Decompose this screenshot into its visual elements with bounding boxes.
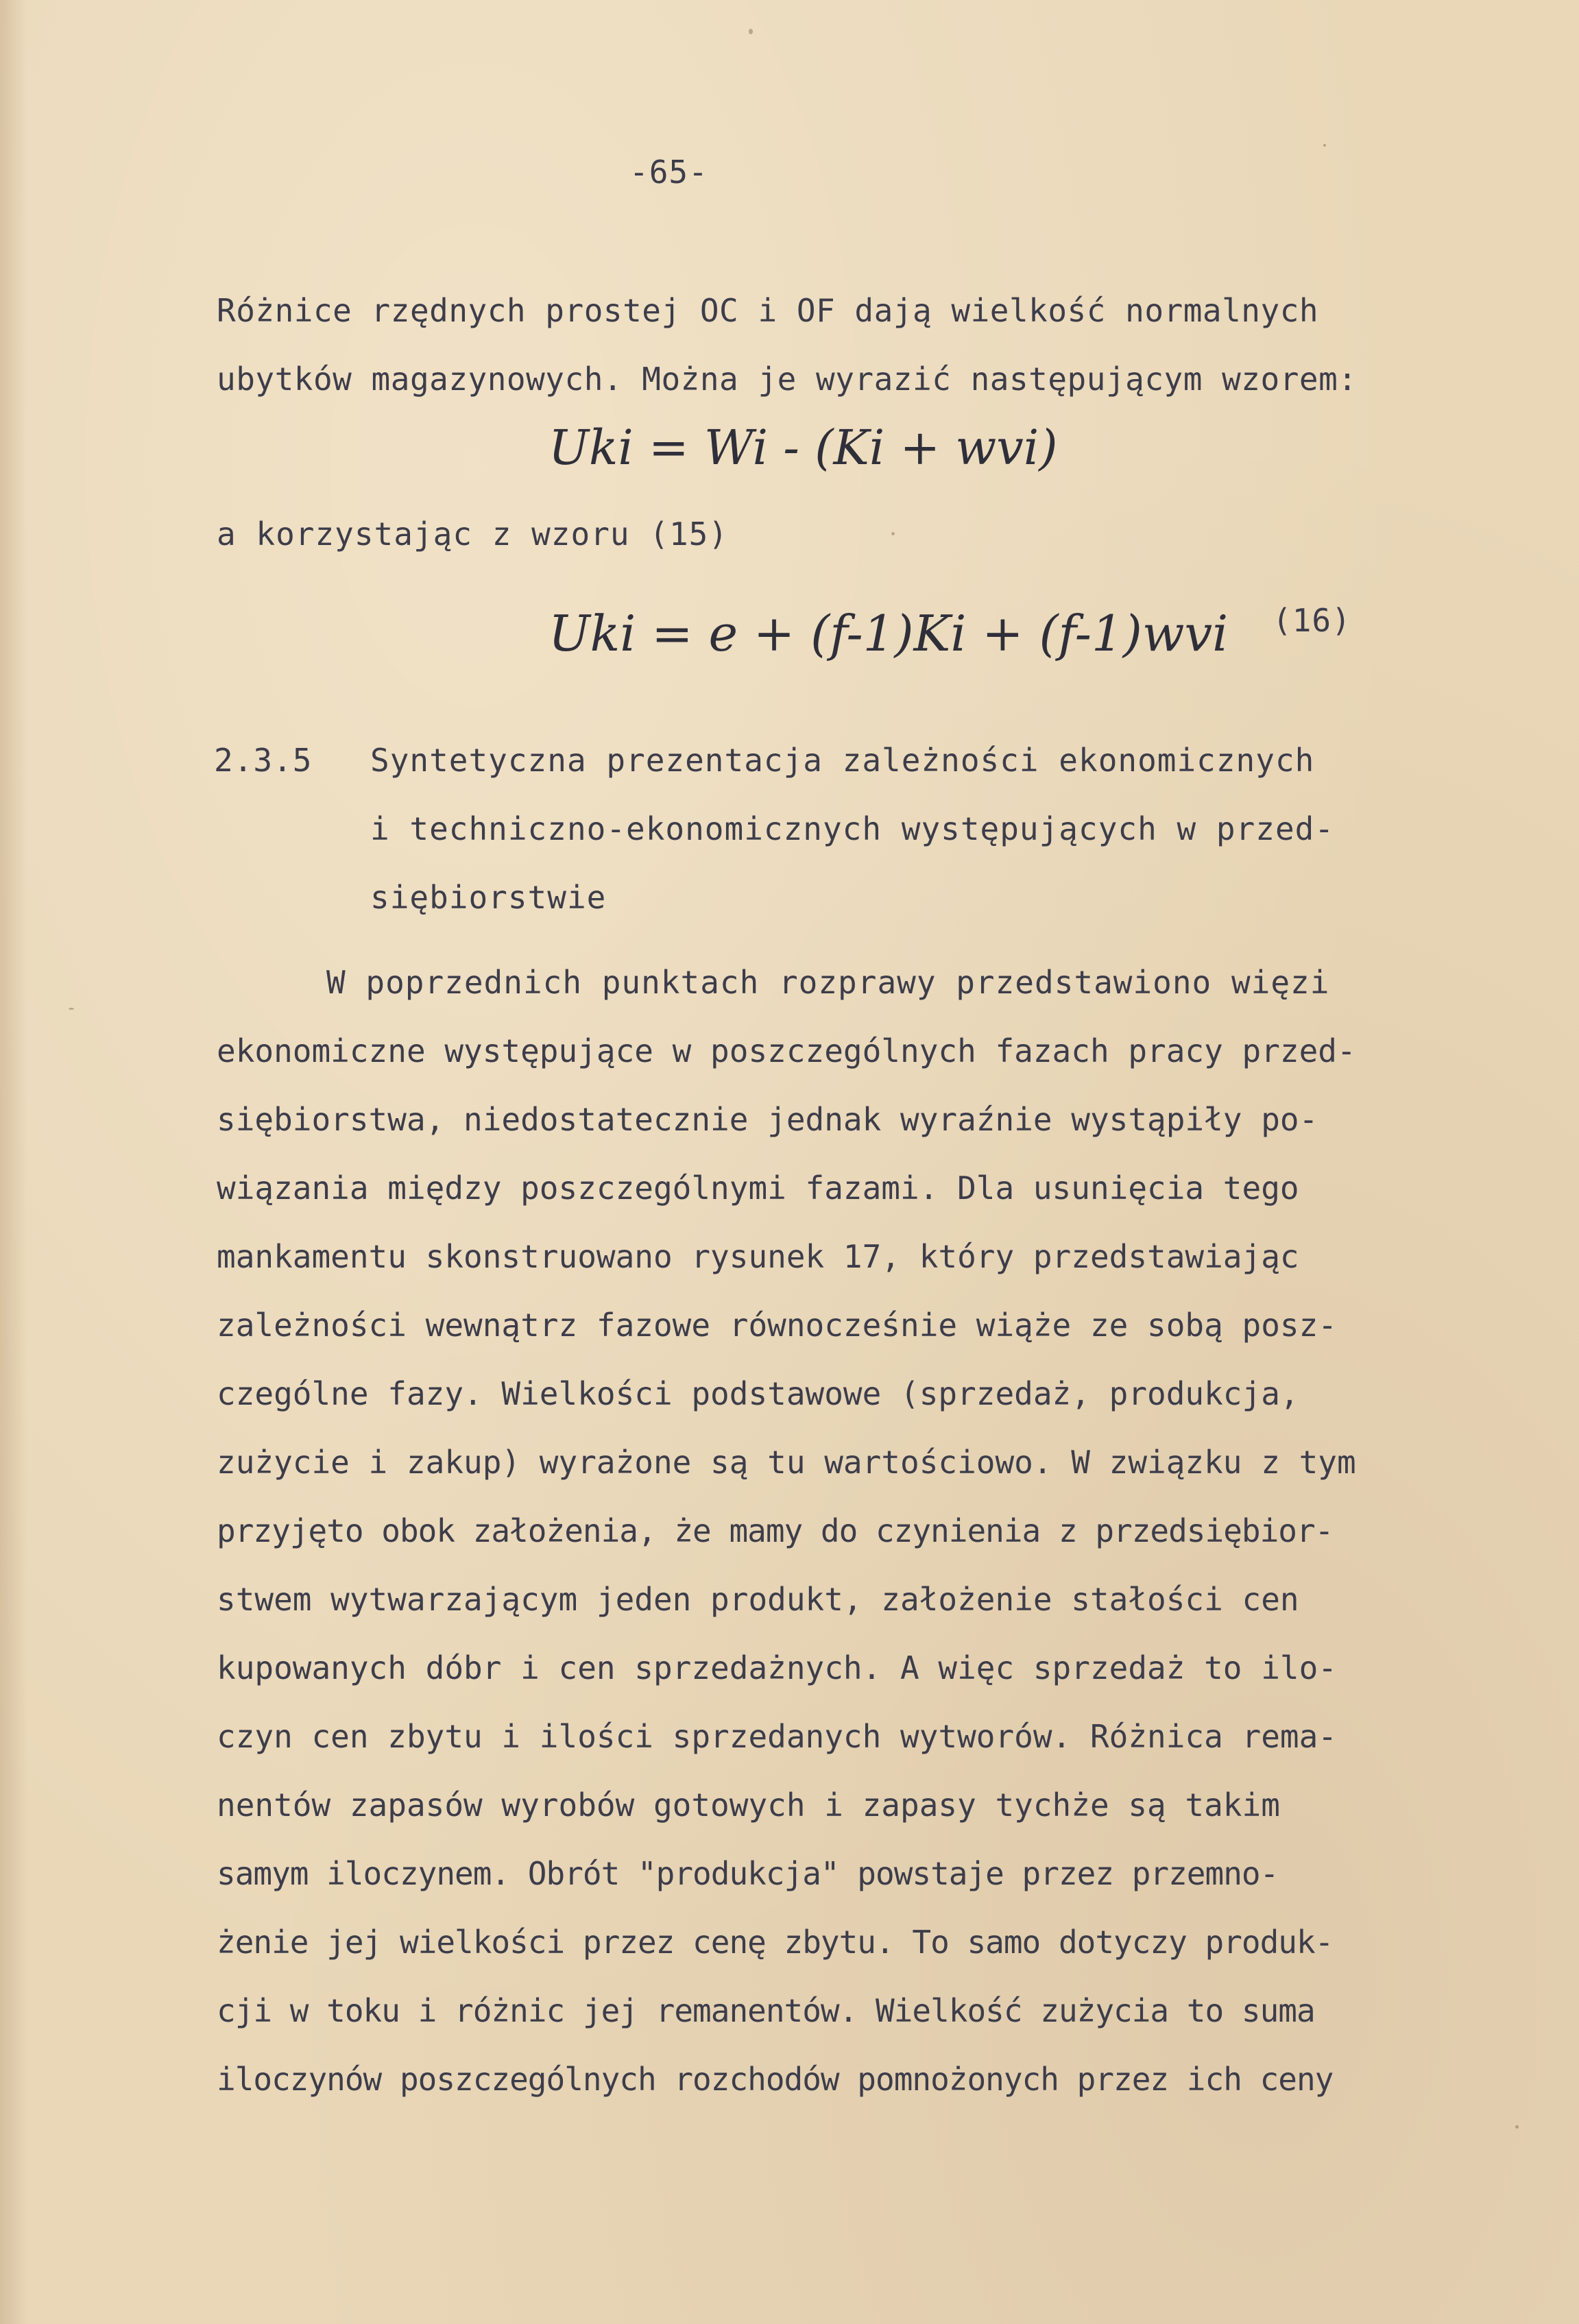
paragraph-line: ekonomiczne występujące w poszczególnych fazach pracy przed- — [217, 1032, 1356, 1069]
formula-2: Uki = e + (f-1)Ki + (f-1)wvi — [549, 605, 1229, 662]
paragraph-line: iloczynów poszczególnych rozchodów pomnożonych przez ich ceny — [217, 2061, 1334, 2098]
paragraph-line: czyn cen zbytu i ilości sprzedanych wytworów. Różnica rema- — [217, 1718, 1337, 1755]
paragraph-line: żenie jej wielkości przez cenę zbytu. To samo dotyczy produk- — [217, 1924, 1334, 1961]
paragraph-line: czególne fazy. Wielkości podstawowe (sprzedaż, produkcja, — [217, 1375, 1299, 1412]
paragraph-line: zależności wewnątrz fazowe równocześnie wiąże ze sobą posz- — [217, 1307, 1337, 1344]
paper-speck — [1515, 2125, 1519, 2129]
page-number: -65- — [629, 154, 708, 191]
paper-speck — [749, 29, 753, 34]
paragraph-line: siębiorstwa, niedostatecznie jednak wyraźnie wystąpiły po- — [217, 1101, 1318, 1138]
paragraph-line: cji w toku i różnic jej remanentów. Wielkość zużycia to suma — [217, 1992, 1315, 2029]
paragraph-line: wiązania między poszczególnymi fazami. Dla usunięcia tego — [217, 1170, 1299, 1207]
section-title-line-1: Syntetyczna prezentacja zależności ekonomicznych — [370, 742, 1315, 779]
page-edge-shadow — [0, 0, 27, 2324]
paragraph-line: nentów zapasów wyrobów gotowych i zapasy tychże są takim — [217, 1787, 1280, 1824]
paper-speck — [69, 1008, 74, 1010]
connector-text: a korzystając z wzoru (15) — [217, 516, 729, 553]
paragraph-line: samym iloczynem. Obrót "produkcja" powstaje przez przemno- — [217, 1855, 1279, 1892]
paragraph-line: kupowanych dóbr i cen sprzedażnych. A więc sprzedaż to ilo- — [217, 1649, 1337, 1686]
section-number: 2.3.5 — [214, 742, 313, 779]
paper-speck — [891, 532, 895, 535]
paragraph-line: mankamentu skonstruowano rysunek 17, który przedstawiając — [217, 1238, 1299, 1275]
intro-line-1: Różnice rzędnych prostej OC i OF dają wielkość normalnych — [217, 292, 1319, 329]
paragraph-line: stwem wytwarzającym jeden produkt, założenie stałości cen — [217, 1581, 1299, 1618]
intro-line-2: ubytków magazynowych. Można je wyrazić następującym wzorem: — [217, 361, 1358, 398]
section-title-line-3: siębiorstwie — [370, 879, 607, 916]
paragraph-line: zużycie i zakup) wyrażone są tu wartościowo. W związku z tym — [217, 1444, 1356, 1481]
formula-1: Uki = Wi - (Ki + wvi) — [549, 420, 1058, 476]
paragraph-line: W poprzednich punktach rozprawy przedstawiono więzi — [326, 964, 1330, 1001]
paragraph-line: przyjęto obok założenia, że mamy do czynienia z przedsiębior- — [217, 1512, 1334, 1549]
paper-speck — [1323, 144, 1326, 147]
section-title-line-2: i techniczno-ekonomicznych występujących w przed- — [370, 810, 1335, 847]
formula-2-number: (16) — [1273, 602, 1351, 639]
